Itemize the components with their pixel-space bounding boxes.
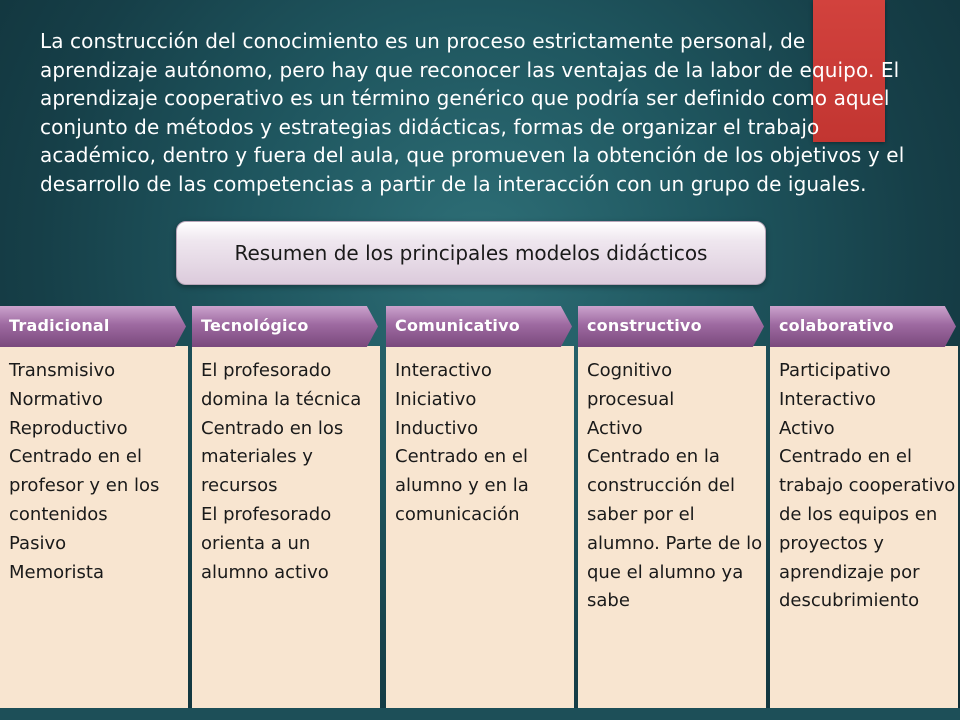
model-column-tradicional (0, 306, 188, 708)
model-description: Cognitivo procesual Activo Centrado en la construcción del saber por el alumno. Parte de lo que el alumno ya sabe (587, 360, 763, 612)
bottom-band (0, 708, 960, 720)
model-header-label: colaborativo (779, 316, 894, 335)
model-description: Participativo Interactivo Activo Centrado en el trabajo cooperativo de los equipos en proyectos y aprendizaje por descubrimiento (779, 360, 956, 612)
model-description: Interactivo Iniciativo Inductivo Centrado en el alumno y en la comunicación (395, 360, 529, 525)
model-column-tecnologico (192, 306, 380, 708)
model-description: Transmisivo Normativo Reproductivo Centrado en el profesor y en los contenidos Pasivo Memorista (9, 360, 160, 583)
model-column-comunicativo (386, 306, 574, 708)
model-description: El profesorado domina la técnica Centrado en los materiales y recursos El profesorado orienta a un alumno activo (201, 360, 362, 583)
model-header-label: Comunicativo (395, 316, 520, 335)
model-column-colaborativo (770, 306, 958, 708)
summary-title-box (176, 221, 766, 285)
summary-title: Resumen de los principales modelos didácticos (234, 241, 708, 265)
model-column-constructivo (578, 306, 766, 708)
intro-paragraph: La construcción del conocimiento es un proceso estrictamente personal, de aprendizaje autónomo, pero hay que reconocer las ventajas de la labor de equipo. El aprendizaje cooperativo es un término genérico que podría ser definido como aquel conjunto de métodos y estrategias didácticas, formas de organizar el trabajo académico, dentro y fuera del aula, que promueven la obtención de los objetivos y el desarrollo de las competencias a partir de la interacción con un grupo de iguales. (40, 29, 905, 196)
models-table (0, 306, 960, 708)
model-header-label: constructivo (587, 316, 702, 335)
model-header-label: Tradicional (9, 316, 110, 335)
model-header-label: Tecnológico (201, 316, 309, 335)
